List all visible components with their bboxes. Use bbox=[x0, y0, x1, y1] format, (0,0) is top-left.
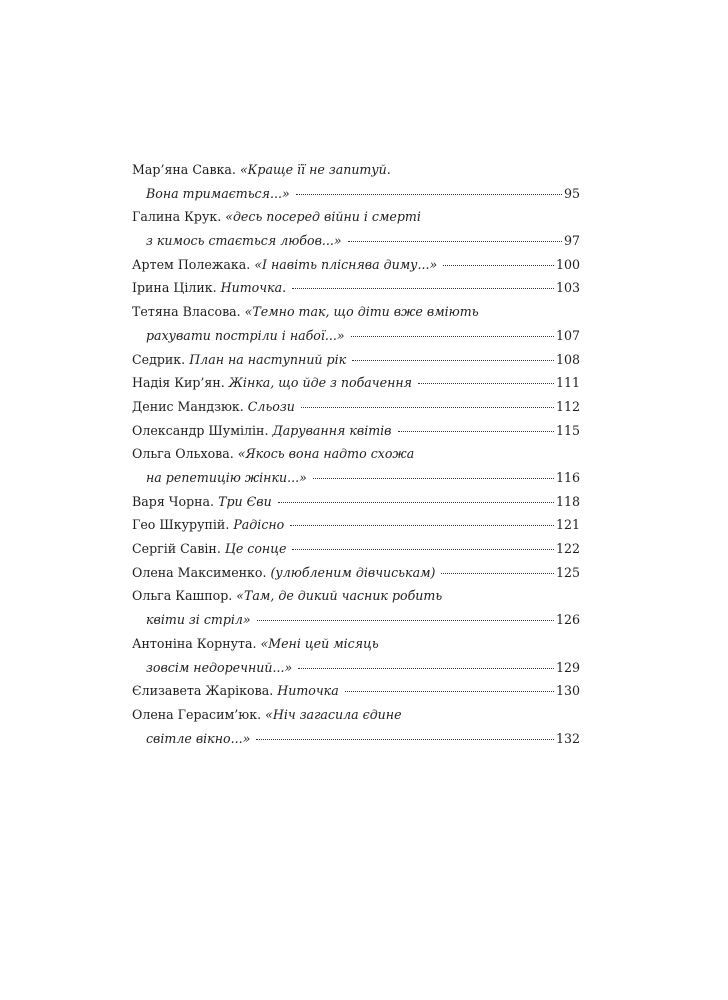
toc-author: Надія Кир’ян. bbox=[132, 375, 225, 391]
toc-title: «І навіть пліснява диму...» bbox=[254, 256, 438, 272]
toc-title: «Мені цей місяць bbox=[260, 635, 379, 651]
toc-author: Олександр Шумілін. bbox=[132, 422, 269, 438]
toc-page-number: 103 bbox=[555, 280, 580, 296]
toc-author: Денис Мандзюк. bbox=[132, 398, 244, 414]
toc-page-number: 129 bbox=[555, 659, 580, 675]
toc-page-number: 95 bbox=[563, 185, 580, 201]
toc-entry bbox=[132, 442, 580, 489]
toc-entry-first-line bbox=[132, 561, 580, 585]
toc-author: Олена Максименко. bbox=[132, 564, 267, 580]
toc-title: Сльози bbox=[247, 398, 295, 414]
dot-leader bbox=[313, 477, 554, 479]
toc-page-number: 100 bbox=[555, 256, 580, 272]
toc-author: Ольга Кашпор. bbox=[132, 588, 233, 604]
toc-entry-first-line bbox=[132, 300, 580, 324]
toc-entry bbox=[132, 276, 580, 300]
toc-title-continuation: світле вікно...» bbox=[146, 730, 251, 746]
toc-entry bbox=[132, 584, 580, 631]
toc-entry-continuation-line bbox=[146, 466, 580, 490]
dot-leader bbox=[298, 667, 554, 669]
toc-page-number: 108 bbox=[555, 351, 580, 367]
toc-entry-first-line bbox=[132, 537, 580, 561]
toc-page-number: 121 bbox=[555, 517, 580, 533]
toc-title: Це сонце bbox=[224, 541, 287, 557]
toc-entry bbox=[132, 537, 580, 561]
toc-title: «Темно так, що діти вже вміють bbox=[244, 304, 479, 320]
dot-leader bbox=[352, 359, 554, 361]
toc-title: «Якось вона надто схожа bbox=[237, 446, 415, 462]
toc-title-continuation: з кимось стається любов...» bbox=[146, 233, 342, 249]
toc-page-number: 116 bbox=[555, 469, 580, 485]
toc-entry bbox=[132, 632, 580, 679]
toc-title: Ниточка. bbox=[220, 280, 287, 296]
toc-title: «Ніч загасила єдине bbox=[265, 706, 402, 722]
toc-author: Варя Чорна. bbox=[132, 493, 215, 509]
toc-title: «десь посеред війни і смерті bbox=[225, 209, 421, 225]
dot-leader bbox=[292, 287, 554, 289]
toc-entry bbox=[132, 300, 580, 347]
toc-entry-first-line bbox=[132, 253, 580, 277]
toc-entry-first-line bbox=[132, 205, 580, 229]
toc-title: Три Єви bbox=[218, 493, 272, 509]
toc-entry-first-line bbox=[132, 584, 580, 608]
toc-author: Галина Крук. bbox=[132, 209, 222, 225]
toc-entry-first-line bbox=[132, 703, 580, 727]
dot-leader bbox=[441, 572, 554, 574]
dot-leader bbox=[443, 264, 554, 266]
toc-entry-first-line bbox=[132, 158, 580, 182]
toc-entry bbox=[132, 395, 580, 419]
toc-page-number: 112 bbox=[555, 398, 580, 414]
toc-author: Мар’яна Савка. bbox=[132, 162, 236, 177]
toc-entry-first-line bbox=[132, 419, 580, 443]
toc-title-continuation: зовсім недоречний...» bbox=[146, 659, 293, 675]
toc-entry bbox=[132, 371, 580, 395]
dot-leader bbox=[296, 193, 562, 195]
toc-title: Радісно bbox=[233, 517, 285, 533]
toc-entry bbox=[132, 490, 580, 514]
dot-leader bbox=[348, 240, 562, 242]
toc-entry bbox=[132, 703, 580, 750]
toc-entry-first-line bbox=[132, 632, 580, 656]
dot-leader bbox=[301, 406, 554, 408]
toc-page-number: 122 bbox=[555, 541, 580, 557]
toc-author: Тетяна Власова. bbox=[132, 304, 241, 320]
toc-page-number: 126 bbox=[555, 612, 580, 628]
toc-entry-first-line bbox=[132, 679, 580, 703]
dot-leader bbox=[257, 619, 554, 621]
toc-entry-continuation-line bbox=[146, 656, 580, 680]
toc-entry bbox=[132, 679, 580, 703]
toc-author: Артем Полежака. bbox=[132, 256, 251, 272]
toc-title-continuation: на репетицію жінки...» bbox=[146, 469, 307, 485]
toc-entry-first-line bbox=[132, 490, 580, 514]
toc-title: (улюбленим дівчиськам) bbox=[270, 564, 436, 580]
toc-title: Дарування квітів bbox=[272, 422, 392, 438]
toc-page-number: 111 bbox=[555, 375, 580, 391]
toc-entry bbox=[132, 205, 580, 252]
toc-author: Ольга Ольхова. bbox=[132, 446, 234, 462]
toc-entry bbox=[132, 561, 580, 585]
toc-author: Антоніна Корнута. bbox=[132, 635, 257, 651]
toc-title-continuation: Вона тримається...» bbox=[146, 185, 290, 201]
toc-entry bbox=[132, 253, 580, 277]
dot-leader bbox=[351, 335, 554, 337]
dot-leader bbox=[256, 738, 554, 740]
dot-leader bbox=[345, 690, 554, 692]
toc-page-number: 125 bbox=[555, 564, 580, 580]
toc-page-number: 132 bbox=[555, 730, 580, 746]
toc-author: Ірина Цілик. bbox=[132, 280, 217, 296]
toc-page-number: 97 bbox=[563, 233, 580, 249]
toc-entry-first-line bbox=[132, 348, 580, 372]
toc-page-number: 115 bbox=[555, 422, 580, 438]
dot-leader bbox=[290, 524, 554, 526]
table-of-contents bbox=[132, 158, 580, 750]
toc-author: Гео Шкурупій. bbox=[132, 517, 230, 533]
toc-author: Седрик. bbox=[132, 351, 186, 367]
toc-entry-continuation-line bbox=[146, 608, 580, 632]
toc-entry-first-line bbox=[132, 276, 580, 300]
dot-leader bbox=[292, 548, 553, 550]
toc-title: «Краще її не запитуй. bbox=[239, 162, 391, 177]
toc-entry-first-line bbox=[132, 442, 580, 466]
toc-entry-first-line bbox=[132, 513, 580, 537]
toc-entry-continuation-line bbox=[146, 324, 580, 348]
toc-page-number: 118 bbox=[555, 493, 580, 509]
toc-entry-first-line bbox=[132, 371, 580, 395]
toc-entry bbox=[132, 348, 580, 372]
toc-title: «Там, де дикий часник робить bbox=[236, 588, 443, 604]
toc-page-number: 107 bbox=[555, 327, 580, 343]
toc-title: Жінка, що йде з побачення bbox=[228, 375, 413, 391]
toc-entry bbox=[132, 158, 580, 205]
dot-leader bbox=[398, 430, 554, 432]
toc-entry-first-line bbox=[132, 395, 580, 419]
toc-title-continuation: квіти зі стріл» bbox=[146, 612, 251, 628]
toc-author: Олена Герасим’юк. bbox=[132, 706, 262, 722]
dot-leader bbox=[278, 501, 554, 503]
toc-title: Ниточка bbox=[277, 683, 339, 699]
toc-title: План на наступний рік bbox=[189, 351, 347, 367]
dot-leader bbox=[418, 382, 554, 384]
toc-entry-continuation-line bbox=[146, 229, 580, 253]
toc-entry bbox=[132, 419, 580, 443]
toc-entry bbox=[132, 513, 580, 537]
toc-author: Єлизавета Жарікова. bbox=[132, 683, 274, 699]
toc-author: Сергій Савін. bbox=[132, 541, 221, 557]
toc-title-continuation: рахувати постріли і набої...» bbox=[146, 327, 345, 343]
toc-entry-continuation-line bbox=[146, 727, 580, 751]
toc-page-number: 130 bbox=[555, 683, 580, 699]
toc-entry-continuation-line bbox=[146, 182, 580, 206]
